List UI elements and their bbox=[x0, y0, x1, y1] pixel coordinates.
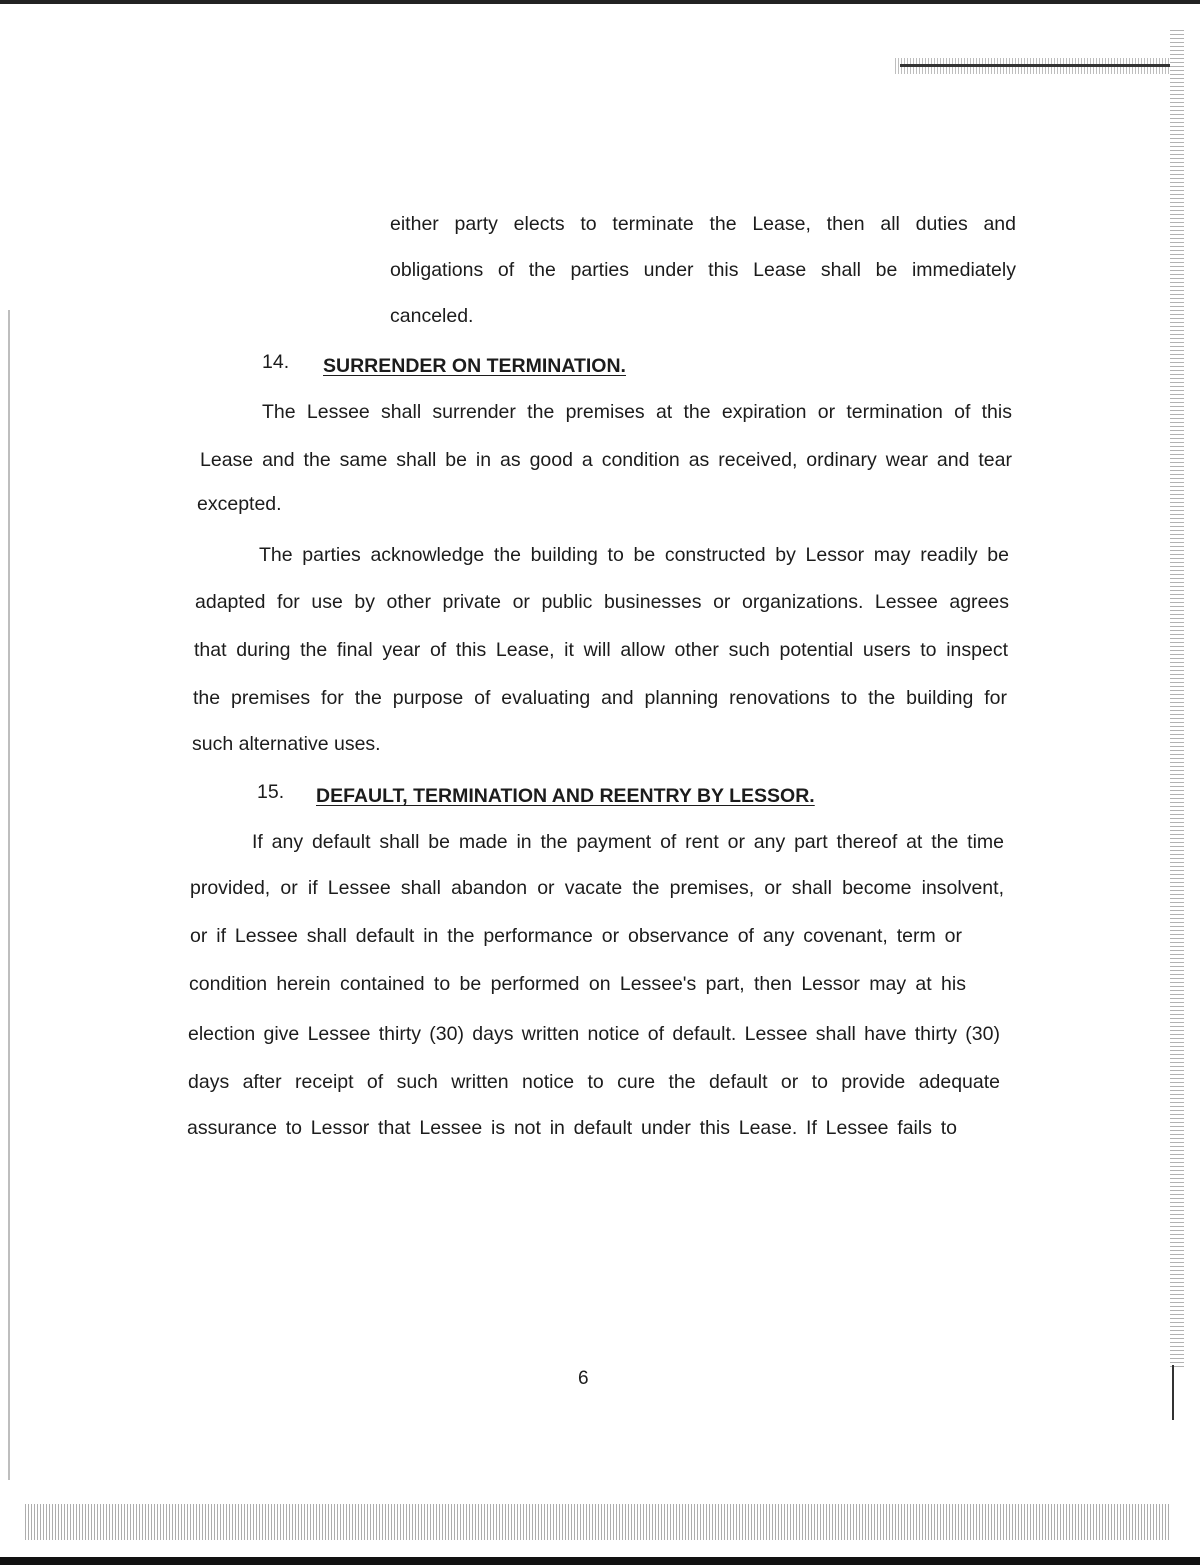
section-15-para1-line: election give Lessee thirty (30) days written notice of default. Lessee shall have thirty (30) bbox=[188, 1023, 1000, 1045]
section-15-para1-line: If any default shall be made in the payment of rent or any part thereof at the time bbox=[252, 831, 1004, 853]
scan-bottom-edge bbox=[0, 1557, 1200, 1565]
section-14-title: SURRENDER ON TERMINATION. bbox=[323, 355, 626, 377]
page-number: 6 bbox=[578, 1368, 589, 1389]
section-14-para2-line: that during the final year of this Lease, it will allow other such potential users to inspect bbox=[194, 639, 1008, 661]
continuation-line: canceled. bbox=[390, 305, 474, 327]
section-15-para1-line: or if Lessee shall default in the performance or observance of any covenant, term or bbox=[190, 925, 962, 947]
section-15-number: 15. bbox=[257, 781, 285, 803]
section-15-para1-line: assurance to Lessor that Lessee is not in default under this Lease. If Lessee fails to bbox=[187, 1117, 957, 1139]
scan-noise-right bbox=[1170, 30, 1184, 1370]
section-15-title: DEFAULT, TERMINATION AND REENTRY BY LESSOR. bbox=[316, 785, 815, 807]
scan-edge-left bbox=[8, 310, 10, 1480]
scan-line-top bbox=[900, 64, 1170, 67]
continuation-line: obligations of the parties under this Lease shall be immediately bbox=[390, 259, 1016, 281]
section-14-number: 14. bbox=[262, 351, 290, 373]
continuation-line: either party elects to terminate the Lease, then all duties and bbox=[390, 213, 1016, 235]
section-14-para2-line: adapted for use by other private or public businesses or organizations. Lessee agrees bbox=[195, 591, 1009, 613]
scan-edge-right bbox=[1172, 1365, 1174, 1420]
scan-top-edge bbox=[0, 0, 1200, 4]
section-14-para1-line: excepted. bbox=[197, 493, 282, 515]
section-14-para2-line: such alternative uses. bbox=[192, 733, 381, 755]
section-15-para1-line: days after receipt of such written notice to cure the default or to provide adequate bbox=[188, 1071, 1000, 1093]
section-15-para1-line: condition herein contained to be performed on Lessee's part, then Lessor may at his bbox=[189, 973, 966, 995]
section-14-para2-line: The parties acknowledge the building to be constructed by Lessor may readily be bbox=[259, 544, 1009, 566]
section-14-para1-line: Lease and the same shall be in as good a condition as received, ordinary wear and tear bbox=[200, 449, 1012, 471]
scan-noise-bottom bbox=[25, 1504, 1170, 1540]
section-14-para2-line: the premises for the purpose of evaluating and planning renovations to the building for bbox=[193, 687, 1007, 709]
section-15-para1-line: provided, or if Lessee shall abandon or vacate the premises, or shall become insolvent, bbox=[190, 877, 1004, 899]
section-14-para1-line: The Lessee shall surrender the premises at the expiration or termination of this bbox=[262, 401, 1012, 423]
